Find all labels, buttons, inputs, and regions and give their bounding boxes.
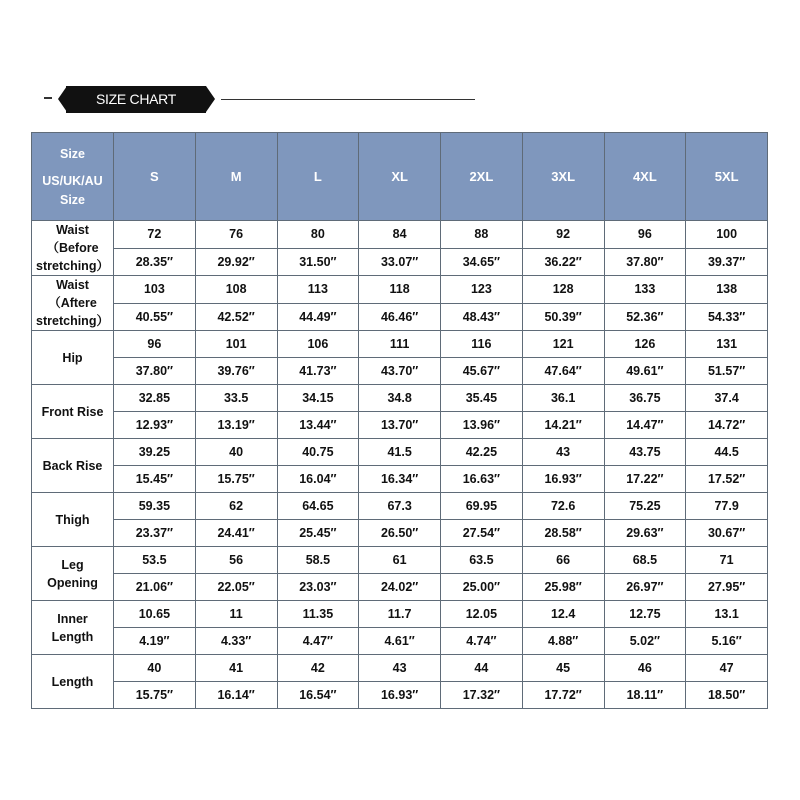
inch-value: 16.93″ bbox=[522, 466, 604, 493]
inch-value: 25.00″ bbox=[441, 574, 523, 601]
size-chart-table bbox=[31, 132, 768, 709]
measurement-label-line: Waist bbox=[56, 278, 89, 292]
measurement-row-inch bbox=[32, 574, 768, 601]
measurement-label-line: Hip bbox=[62, 350, 83, 365]
cm-value: 33.5 bbox=[195, 385, 277, 412]
size-header: 3XL bbox=[522, 133, 604, 221]
size-chart-header bbox=[0, 78, 800, 122]
inch-value: 40.55″ bbox=[114, 303, 196, 331]
cm-value: 12.75 bbox=[604, 601, 686, 628]
cm-value: 53.5 bbox=[114, 547, 196, 574]
cm-value: 111 bbox=[359, 331, 441, 358]
inch-value: 54.33″ bbox=[686, 303, 768, 331]
inch-value: 22.05″ bbox=[195, 574, 277, 601]
cm-value: 116 bbox=[441, 331, 523, 358]
cm-value: 75.25 bbox=[604, 493, 686, 520]
cm-value: 36.75 bbox=[604, 385, 686, 412]
cm-value: 41.5 bbox=[359, 439, 441, 466]
inch-value: 28.35″ bbox=[114, 248, 196, 276]
inch-value: 16.14″ bbox=[195, 682, 277, 709]
measurement-label-line: Length bbox=[51, 629, 94, 644]
cm-value: 67.3 bbox=[359, 493, 441, 520]
cm-value: 42 bbox=[277, 655, 359, 682]
size-header: 2XL bbox=[441, 133, 523, 221]
measurement-label bbox=[32, 276, 114, 331]
inch-value: 37.80″ bbox=[604, 248, 686, 276]
measurement-label bbox=[32, 439, 114, 493]
inch-value: 17.32″ bbox=[441, 682, 523, 709]
size-header: 5XL bbox=[686, 133, 768, 221]
measurement-label bbox=[32, 601, 114, 655]
measurement-row-cm bbox=[32, 547, 768, 574]
size-header: M bbox=[195, 133, 277, 221]
measurement-label-line: Leg bbox=[61, 557, 84, 572]
cm-value: 96 bbox=[114, 331, 196, 358]
inch-value: 27.95″ bbox=[686, 574, 768, 601]
measurement-rows bbox=[32, 221, 768, 709]
measurement-label bbox=[32, 493, 114, 547]
inch-value: 39.37″ bbox=[686, 248, 768, 276]
measurement-label bbox=[32, 331, 114, 385]
inch-value: 13.19″ bbox=[195, 412, 277, 439]
inch-value: 41.73″ bbox=[277, 358, 359, 385]
cm-value: 13.1 bbox=[686, 601, 768, 628]
cm-value: 44.5 bbox=[686, 439, 768, 466]
inch-value: 47.64″ bbox=[522, 358, 604, 385]
cm-value: 123 bbox=[441, 276, 523, 304]
measurement-label-line: Back Rise bbox=[42, 458, 103, 473]
measurement-label bbox=[32, 221, 114, 276]
cm-value: 46 bbox=[604, 655, 686, 682]
cm-value: 11 bbox=[195, 601, 277, 628]
cm-value: 80 bbox=[277, 221, 359, 249]
measurement-row-cm bbox=[32, 221, 768, 249]
inch-value: 24.41″ bbox=[195, 520, 277, 547]
inch-value: 18.50″ bbox=[686, 682, 768, 709]
inch-value: 4.74″ bbox=[441, 628, 523, 655]
cm-value: 47 bbox=[686, 655, 768, 682]
cm-value: 76 bbox=[195, 221, 277, 249]
inch-value: 15.75″ bbox=[114, 682, 196, 709]
measurement-row-inch bbox=[32, 358, 768, 385]
header-dash bbox=[44, 97, 52, 99]
corner-line-size: Size bbox=[59, 147, 85, 161]
inch-value: 16.93″ bbox=[359, 682, 441, 709]
cm-value: 101 bbox=[195, 331, 277, 358]
inch-value: 15.45″ bbox=[114, 466, 196, 493]
size-header: XL bbox=[359, 133, 441, 221]
size-header-row bbox=[32, 133, 768, 221]
inch-value: 4.88″ bbox=[522, 628, 604, 655]
measurement-label-line: Waist bbox=[56, 223, 89, 237]
inch-value: 34.65″ bbox=[441, 248, 523, 276]
cm-value: 64.65 bbox=[277, 493, 359, 520]
cm-value: 37.4 bbox=[686, 385, 768, 412]
cm-value: 44 bbox=[441, 655, 523, 682]
cm-value: 45 bbox=[522, 655, 604, 682]
cm-value: 100 bbox=[686, 221, 768, 249]
inch-value: 16.54″ bbox=[277, 682, 359, 709]
cm-value: 43 bbox=[522, 439, 604, 466]
measurement-label bbox=[32, 385, 114, 439]
header-rule bbox=[221, 99, 475, 100]
size-corner-cell bbox=[32, 133, 114, 221]
cm-value: 92 bbox=[522, 221, 604, 249]
cm-value: 12.4 bbox=[522, 601, 604, 628]
inch-value: 16.04″ bbox=[277, 466, 359, 493]
measurement-label-line: （Aftere bbox=[48, 296, 97, 310]
measurement-label-line: Thigh bbox=[55, 512, 90, 527]
measurement-label-line: Opening bbox=[47, 575, 98, 590]
cm-value: 88 bbox=[441, 221, 523, 249]
measurement-row-cm bbox=[32, 655, 768, 682]
inch-value: 18.11″ bbox=[604, 682, 686, 709]
cm-value: 58.5 bbox=[277, 547, 359, 574]
size-header: L bbox=[277, 133, 359, 221]
inch-value: 13.70″ bbox=[359, 412, 441, 439]
inch-value: 21.06″ bbox=[114, 574, 196, 601]
cm-value: 121 bbox=[522, 331, 604, 358]
inch-value: 52.36″ bbox=[604, 303, 686, 331]
inch-value: 43.70″ bbox=[359, 358, 441, 385]
inch-value: 4.33″ bbox=[195, 628, 277, 655]
inch-value: 4.47″ bbox=[277, 628, 359, 655]
inch-value: 12.93″ bbox=[114, 412, 196, 439]
cm-value: 84 bbox=[359, 221, 441, 249]
inch-value: 50.39″ bbox=[522, 303, 604, 331]
inch-value: 46.46″ bbox=[359, 303, 441, 331]
measurement-row-inch bbox=[32, 520, 768, 547]
measurement-label-line: Front Rise bbox=[41, 404, 104, 419]
measurement-label-line: （Before bbox=[46, 241, 99, 255]
inch-value: 16.34″ bbox=[359, 466, 441, 493]
measurement-label-line: Length bbox=[51, 674, 94, 689]
inch-value: 26.97″ bbox=[604, 574, 686, 601]
corner-line-size-2: Size bbox=[59, 193, 85, 207]
cm-value: 34.15 bbox=[277, 385, 359, 412]
cm-value: 96 bbox=[604, 221, 686, 249]
inch-value: 15.75″ bbox=[195, 466, 277, 493]
inch-value: 4.19″ bbox=[114, 628, 196, 655]
cm-value: 138 bbox=[686, 276, 768, 304]
cm-value: 66 bbox=[522, 547, 604, 574]
inch-value: 25.45″ bbox=[277, 520, 359, 547]
size-header: S bbox=[114, 133, 196, 221]
cm-value: 12.05 bbox=[441, 601, 523, 628]
cm-value: 72 bbox=[114, 221, 196, 249]
inch-value: 51.57″ bbox=[686, 358, 768, 385]
inch-value: 37.80″ bbox=[114, 358, 196, 385]
cm-value: 39.25 bbox=[114, 439, 196, 466]
inch-value: 24.02″ bbox=[359, 574, 441, 601]
size-header: 4XL bbox=[604, 133, 686, 221]
inch-value: 17.72″ bbox=[522, 682, 604, 709]
measurement-label bbox=[32, 655, 114, 709]
measurement-row-cm bbox=[32, 276, 768, 304]
cm-value: 131 bbox=[686, 331, 768, 358]
cm-value: 77.9 bbox=[686, 493, 768, 520]
inch-value: 31.50″ bbox=[277, 248, 359, 276]
inch-value: 25.98″ bbox=[522, 574, 604, 601]
cm-value: 71 bbox=[686, 547, 768, 574]
cm-value: 11.7 bbox=[359, 601, 441, 628]
inch-value: 23.37″ bbox=[114, 520, 196, 547]
cm-value: 103 bbox=[114, 276, 196, 304]
measurement-row-inch bbox=[32, 466, 768, 493]
inch-value: 49.61″ bbox=[604, 358, 686, 385]
measurement-label-line: stretching） bbox=[36, 259, 109, 273]
cm-value: 32.85 bbox=[114, 385, 196, 412]
measurement-row-inch bbox=[32, 412, 768, 439]
inch-value: 39.76″ bbox=[195, 358, 277, 385]
inch-value: 17.22″ bbox=[604, 466, 686, 493]
cm-value: 108 bbox=[195, 276, 277, 304]
cm-value: 72.6 bbox=[522, 493, 604, 520]
cm-value: 69.95 bbox=[441, 493, 523, 520]
cm-value: 42.25 bbox=[441, 439, 523, 466]
inch-value: 29.63″ bbox=[604, 520, 686, 547]
inch-value: 14.47″ bbox=[604, 412, 686, 439]
inch-value: 13.96″ bbox=[441, 412, 523, 439]
inch-value: 45.67″ bbox=[441, 358, 523, 385]
cm-value: 43 bbox=[359, 655, 441, 682]
cm-value: 118 bbox=[359, 276, 441, 304]
measurement-row-cm bbox=[32, 439, 768, 466]
inch-value: 5.16″ bbox=[686, 628, 768, 655]
inch-value: 36.22″ bbox=[522, 248, 604, 276]
cm-value: 62 bbox=[195, 493, 277, 520]
inch-value: 26.50″ bbox=[359, 520, 441, 547]
inch-value: 16.63″ bbox=[441, 466, 523, 493]
measurement-row-inch bbox=[32, 303, 768, 331]
inch-value: 14.21″ bbox=[522, 412, 604, 439]
cm-value: 43.75 bbox=[604, 439, 686, 466]
banner-right-notch bbox=[206, 86, 215, 112]
measurement-row-cm bbox=[32, 385, 768, 412]
cm-value: 11.35 bbox=[277, 601, 359, 628]
cm-value: 128 bbox=[522, 276, 604, 304]
measurement-label-line: Inner bbox=[57, 611, 88, 626]
measurement-label-line: stretching） bbox=[36, 314, 109, 328]
cm-value: 56 bbox=[195, 547, 277, 574]
inch-value: 28.58″ bbox=[522, 520, 604, 547]
cm-value: 106 bbox=[277, 331, 359, 358]
cm-value: 61 bbox=[359, 547, 441, 574]
inch-value: 48.43″ bbox=[441, 303, 523, 331]
inch-value: 23.03″ bbox=[277, 574, 359, 601]
cm-value: 113 bbox=[277, 276, 359, 304]
cm-value: 40 bbox=[114, 655, 196, 682]
measurement-row-cm bbox=[32, 601, 768, 628]
cm-value: 40.75 bbox=[277, 439, 359, 466]
inch-value: 13.44″ bbox=[277, 412, 359, 439]
measurement-row-cm bbox=[32, 493, 768, 520]
measurement-row-inch bbox=[32, 248, 768, 276]
corner-line-region: US/UK/AU bbox=[42, 174, 103, 188]
cm-value: 10.65 bbox=[114, 601, 196, 628]
cm-value: 59.35 bbox=[114, 493, 196, 520]
cm-value: 63.5 bbox=[441, 547, 523, 574]
size-chart-banner: SIZE CHART bbox=[66, 86, 206, 113]
cm-value: 36.1 bbox=[522, 385, 604, 412]
inch-value: 4.61″ bbox=[359, 628, 441, 655]
cm-value: 126 bbox=[604, 331, 686, 358]
measurement-row-inch bbox=[32, 628, 768, 655]
inch-value: 44.49″ bbox=[277, 303, 359, 331]
inch-value: 27.54″ bbox=[441, 520, 523, 547]
inch-value: 30.67″ bbox=[686, 520, 768, 547]
inch-value: 17.52″ bbox=[686, 466, 768, 493]
cm-value: 35.45 bbox=[441, 385, 523, 412]
inch-value: 29.92″ bbox=[195, 248, 277, 276]
cm-value: 133 bbox=[604, 276, 686, 304]
inch-value: 33.07″ bbox=[359, 248, 441, 276]
measurement-row-inch bbox=[32, 682, 768, 709]
measurement-label bbox=[32, 547, 114, 601]
inch-value: 14.72″ bbox=[686, 412, 768, 439]
cm-value: 68.5 bbox=[604, 547, 686, 574]
measurement-row-cm bbox=[32, 331, 768, 358]
cm-value: 34.8 bbox=[359, 385, 441, 412]
inch-value: 5.02″ bbox=[604, 628, 686, 655]
inch-value: 42.52″ bbox=[195, 303, 277, 331]
cm-value: 41 bbox=[195, 655, 277, 682]
cm-value: 40 bbox=[195, 439, 277, 466]
